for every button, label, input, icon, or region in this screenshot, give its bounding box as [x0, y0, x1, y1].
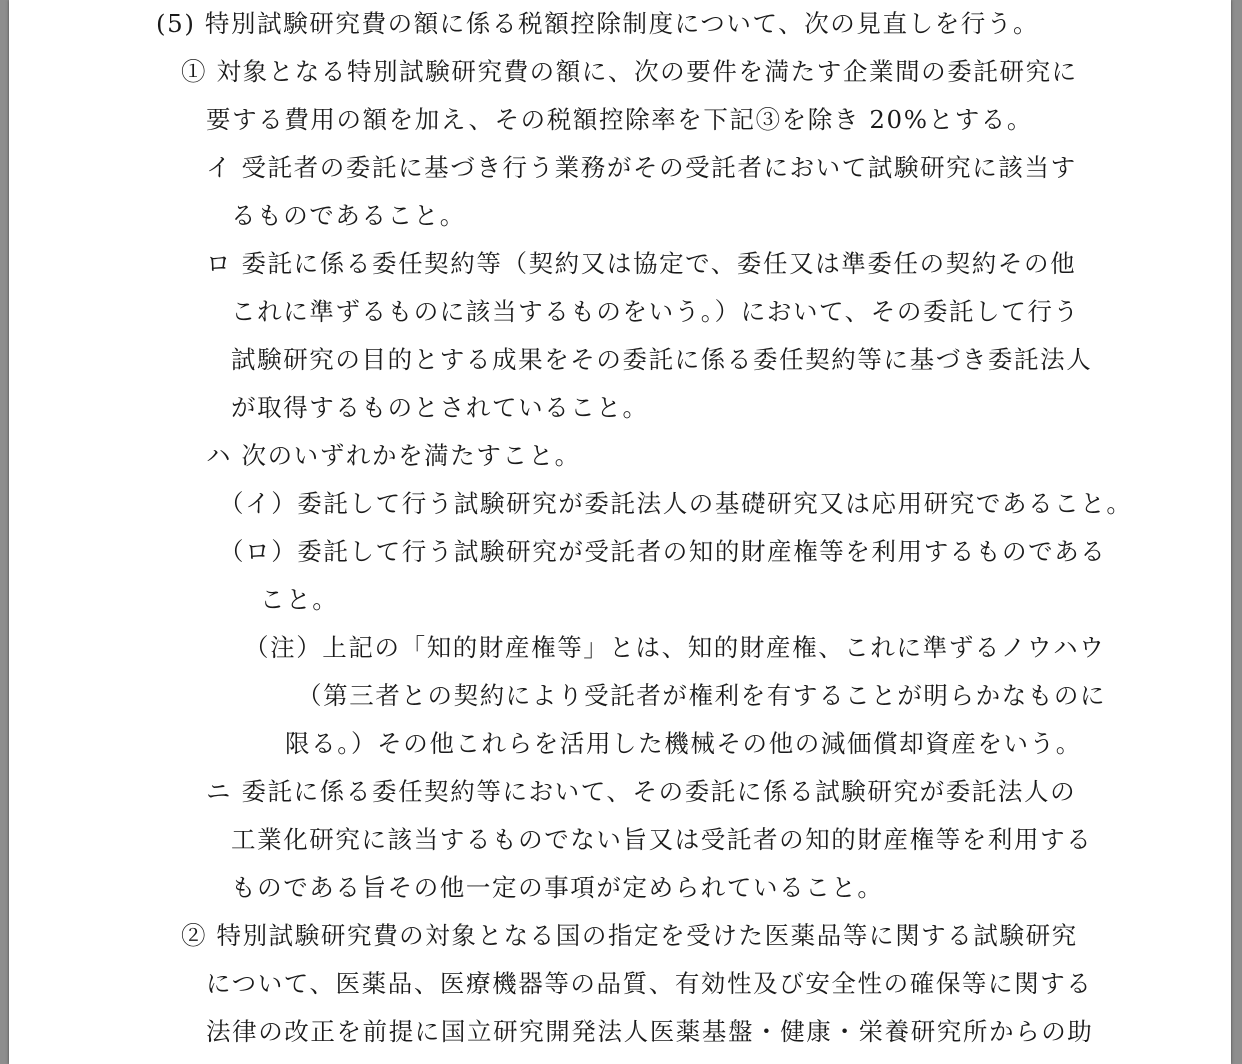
text-line-16: 限る。）その他これらを活用した機械その他の減価償却資産をいう。: [285, 729, 1082, 758]
text-line-4: イ 受託者の委託に基づき行う業務がその受託者において試験研究に該当す: [206, 153, 1077, 182]
text-line-6: ロ 委託に係る委任契約等（契約又は協定で、委任又は準委任の契約その他: [206, 249, 1077, 278]
document-page: [9, 0, 1231, 1064]
text-line-17: ニ 委託に係る委任契約等において、その委託に係る試験研究が委託法人の: [206, 777, 1077, 806]
text-line-1: (5) 特別試験研究費の額に係る税額控除制度について、次の見直しを行う。: [156, 9, 1040, 38]
text-line-12: （ロ）委託して行う試験研究が受託者の知的財産権等を利用するものである: [219, 537, 1107, 566]
text-line-14: （注）上記の「知的財産権等」とは、知的財産権、これに準ずるノウハウ: [244, 633, 1106, 662]
text-line-18: 工業化研究に該当するものでない旨又は受託者の知的財産権等を利用する: [231, 825, 1093, 854]
text-line-8: 試験研究の目的とする成果をその委託に係る委任契約等に基づき委託法人: [231, 345, 1093, 374]
text-line-3: 要する費用の額を加え、その税額控除率を下記③を除き 20%とする。: [206, 105, 1034, 134]
text-line-10: ハ 次のいずれかを満たすこと。: [206, 441, 581, 470]
text-line-19: ものである旨その他一定の事項が定められていること。: [231, 873, 884, 902]
text-line-11: （イ）委託して行う試験研究が委託法人の基礎研究又は応用研究であること。: [219, 489, 1133, 518]
text-line-20: ② 特別試験研究費の対象となる国の指定を受けた医薬品等に関する試験研究: [181, 921, 1078, 950]
text-line-15: （第三者との契約により受託者が権利を有することが明らかなものに: [297, 681, 1107, 710]
text-line-9: が取得するものとされていること。: [231, 393, 649, 422]
text-line-7: これに準ずるものに該当するものをいう。）において、その委託して行う: [231, 297, 1080, 326]
text-line-22: 法律の改正を前提に国立研究開発法人医薬基盤・健康・栄養研究所からの助: [206, 1017, 1094, 1046]
text-line-21: について、医薬品、医療機器等の品質、有効性及び安全性の確保等に関する: [206, 969, 1093, 998]
text-line-2: ① 対象となる特別試験研究費の額に、次の要件を満たす企業間の委託研究に: [181, 57, 1078, 86]
text-line-13: こと。: [260, 585, 339, 614]
text-line-5: るものであること。: [231, 201, 466, 230]
